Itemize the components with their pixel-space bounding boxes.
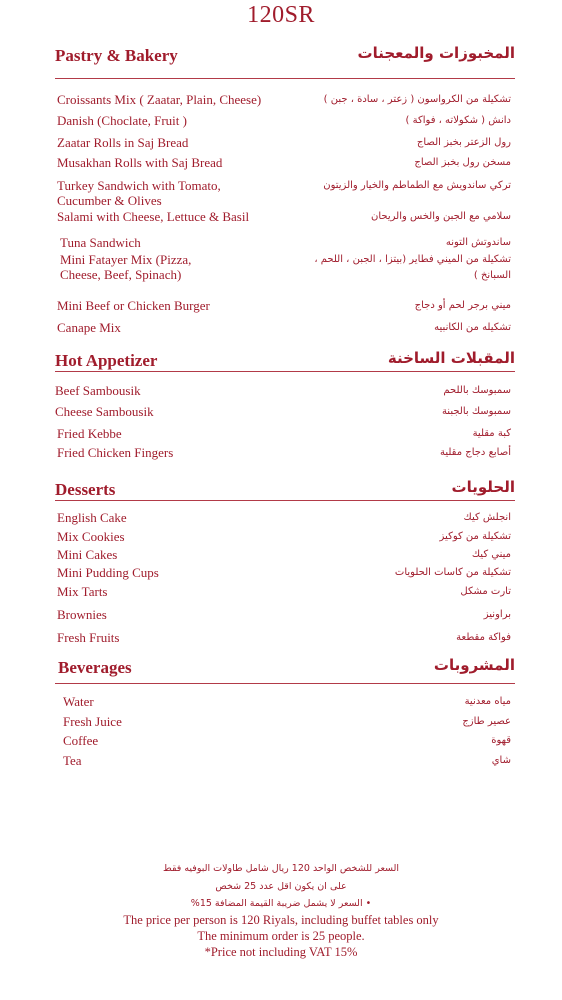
footer-note-ar-minimum: على ان يكون اقل عدد 25 شخص xyxy=(215,881,347,892)
section-title-en: Beverages xyxy=(58,658,132,677)
item-name-ar: تشكيلة من الكرواسون ( زعتر ، سادة ، جبن ) xyxy=(323,94,511,105)
item-name-en: Tuna Sandwich xyxy=(60,235,141,250)
item-name-en: Tea xyxy=(63,753,82,768)
section-header xyxy=(55,658,515,682)
item-name-ar: تشكيلة من كوكيز xyxy=(439,531,511,542)
item-name-ar: ميني كيك xyxy=(471,549,511,560)
item-name-ar: تشكيله من الكانبيه xyxy=(434,322,511,333)
item-name-en: Mini Pudding Cups xyxy=(57,565,159,580)
item-name-en: Zaatar Rolls in Saj Bread xyxy=(57,135,189,150)
section-divider xyxy=(55,500,515,501)
item-name-en: Coffee xyxy=(63,733,99,748)
item-name-en: English Cake xyxy=(57,510,127,525)
item-name-ar: مسخن رول بخبز الصاج xyxy=(414,157,511,168)
item-name-ar: سمبوسك باللحم xyxy=(443,385,511,396)
item-name-en: Water xyxy=(63,694,94,709)
section-divider xyxy=(55,78,515,79)
item-name-en: Beef Sambousik xyxy=(55,383,141,398)
item-name-en: Canape Mix xyxy=(57,320,121,335)
section-divider xyxy=(55,371,515,372)
item-name-ar: سلامي مع الجبن والخس والريحان xyxy=(371,211,511,222)
item-name-en: Salami with Cheese, Lettuce & Basil xyxy=(57,209,250,224)
section-title-en: Desserts xyxy=(55,480,116,499)
section-title-ar: الحلويات xyxy=(451,478,515,496)
item-name-en: Fried Kebbe xyxy=(57,426,122,441)
section-hot-appetizer xyxy=(55,349,515,460)
item-name-en: Croissants Mix ( Zaatar, Plain, Cheese) xyxy=(57,92,262,107)
item-name-ar: قهوة xyxy=(491,735,511,746)
item-name-en: Mix Cookies xyxy=(57,529,125,544)
item-name-en: Fresh Juice xyxy=(63,714,122,729)
item-name-ar: انجلش كيك xyxy=(463,512,511,523)
item-name-en: Mini Fatayer Mix (Pizza, Cheese, Beef, Spinach) xyxy=(60,252,192,282)
footer-note-en-vat: *Price not including VAT 15% xyxy=(204,945,358,959)
footer-note-en-minimum: The minimum order is 25 people. xyxy=(197,929,365,943)
item-name-ar: تركي ساندويش مع الطماطم والخيار والزيتون xyxy=(323,180,511,191)
item-name-en: Fresh Fruits xyxy=(57,630,120,645)
footer-note-ar-vat: • السعر لا يشمل ضريبة القيمة المضافة 15% xyxy=(190,898,372,909)
item-name-en: Mini Cakes xyxy=(57,547,118,562)
item-name-en: Cheese Sambousik xyxy=(55,404,154,419)
item-name-ar: دانش ( شكولاته ، فواكة ) xyxy=(405,115,511,126)
section-title-en: Pastry & Bakery xyxy=(55,46,178,65)
price-header: 120SR xyxy=(247,2,315,28)
section-title-ar: المشروبات xyxy=(433,656,515,674)
item-name-ar: شاي xyxy=(491,755,511,766)
item-name-ar: ميني برجر لحم أو دجاج xyxy=(414,300,511,311)
item-name-en: Musakhan Rolls with Saj Bread xyxy=(57,155,223,170)
section-divider xyxy=(55,683,515,684)
item-name-ar: براونيز xyxy=(483,609,511,620)
item-name-ar: مياه معدنية xyxy=(464,696,511,707)
item-name-ar: سمبوسك بالجبنة xyxy=(441,406,511,417)
item-name-ar: فواكة مقطعة xyxy=(456,632,511,643)
section-header xyxy=(55,46,515,70)
footer-note-ar-price: السعر للشخص الواحد 120 ريال شامل طاولات البوفيه فقط xyxy=(162,863,400,874)
section-beverages xyxy=(55,656,515,768)
item-name-en: Brownies xyxy=(57,607,107,622)
item-name-en: Fried Chicken Fingers xyxy=(57,445,174,460)
item-name-ar: تارت مشكل xyxy=(460,586,511,597)
item-name-en: Mix Tarts xyxy=(57,584,108,599)
section-pastry-bakery xyxy=(55,44,515,335)
item-name-ar: عصير طازج xyxy=(462,716,511,727)
item-name-ar: ساندوتش التونه xyxy=(445,237,511,248)
section-title-ar: المقبلات الساخنة xyxy=(387,349,515,367)
item-name-ar: كبة مقلية xyxy=(472,428,511,439)
section-desserts xyxy=(55,478,515,645)
item-name-en: Mini Beef or Chicken Burger xyxy=(57,298,210,313)
item-name-en: Turkey Sandwich with Tomato, Cucumber & Olives xyxy=(57,178,221,208)
item-name-ar: رول الزعتر بخبز الصاج xyxy=(416,137,511,148)
item-name-en: Danish (Choclate, Fruit ) xyxy=(57,113,187,128)
item-name-ar: تشكيلة من كاسات الحلويات xyxy=(394,567,511,578)
section-title-en: Hot Appetizer xyxy=(55,351,158,370)
section-title-ar: المخبوزات والمعجنات xyxy=(357,44,515,62)
item-name-ar: أصابع دجاج مقلية xyxy=(439,447,511,458)
footer-note-en-price: The price per person is 120 Riyals, including buffet tables only xyxy=(123,913,439,927)
item-name-ar: تشكيلة من الميني فطاير (بيتزا ، الجبن ، اللحم ، السبانخ ) xyxy=(314,254,511,281)
